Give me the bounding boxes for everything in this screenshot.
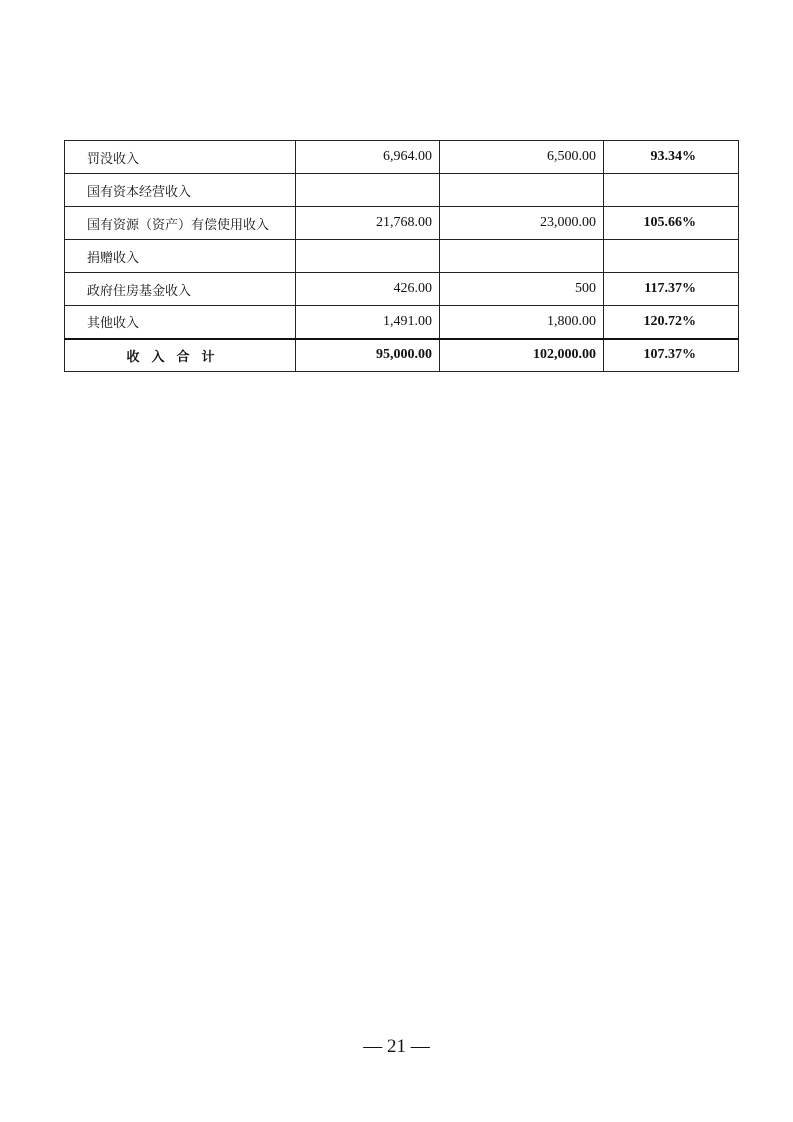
row-percentage: [604, 240, 739, 273]
row-prev-value: 1,491.00: [296, 306, 440, 339]
row-name: 政府住房基金收入: [65, 273, 296, 306]
row-prev-value: [296, 240, 440, 273]
row-budget-value: 500: [440, 273, 604, 306]
table-row: [65, 273, 739, 306]
total-label: 收入合计: [65, 339, 296, 372]
row-name: 罚没收入: [65, 141, 296, 174]
row-name: 国有资本经营收入: [65, 174, 296, 207]
row-prev-value: 426.00: [296, 273, 440, 306]
row-percentage: 117.37%: [604, 273, 739, 306]
row-prev-value: [296, 174, 440, 207]
total-percentage: 107.37%: [604, 339, 739, 372]
page-number: — 21 —: [363, 1036, 430, 1057]
total-budget-value: 102,000.00: [440, 339, 604, 372]
total-row: [65, 339, 739, 372]
row-budget-value: 6,500.00: [440, 141, 604, 174]
row-budget-value: 1,800.00: [440, 306, 604, 339]
row-budget-value: [440, 174, 604, 207]
row-name: 捐赠收入: [65, 240, 296, 273]
row-prev-value: 6,964.00: [296, 141, 440, 174]
row-budget-value: [440, 240, 604, 273]
row-name: 其他收入: [65, 306, 296, 339]
table-row: [65, 207, 739, 240]
table-row: [65, 306, 739, 339]
row-name: 国有资源（资产）有偿使用收入: [65, 207, 296, 240]
row-percentage: [604, 174, 739, 207]
table-row: [65, 174, 739, 207]
total-prev-value: 95,000.00: [296, 339, 440, 372]
row-percentage: 93.34%: [604, 141, 739, 174]
revenue-table: [64, 140, 739, 372]
table-row: [65, 240, 739, 273]
row-prev-value: 21,768.00: [296, 207, 440, 240]
row-percentage: 120.72%: [604, 306, 739, 339]
row-percentage: 105.66%: [604, 207, 739, 240]
table-row: [65, 141, 739, 174]
row-budget-value: 23,000.00: [440, 207, 604, 240]
